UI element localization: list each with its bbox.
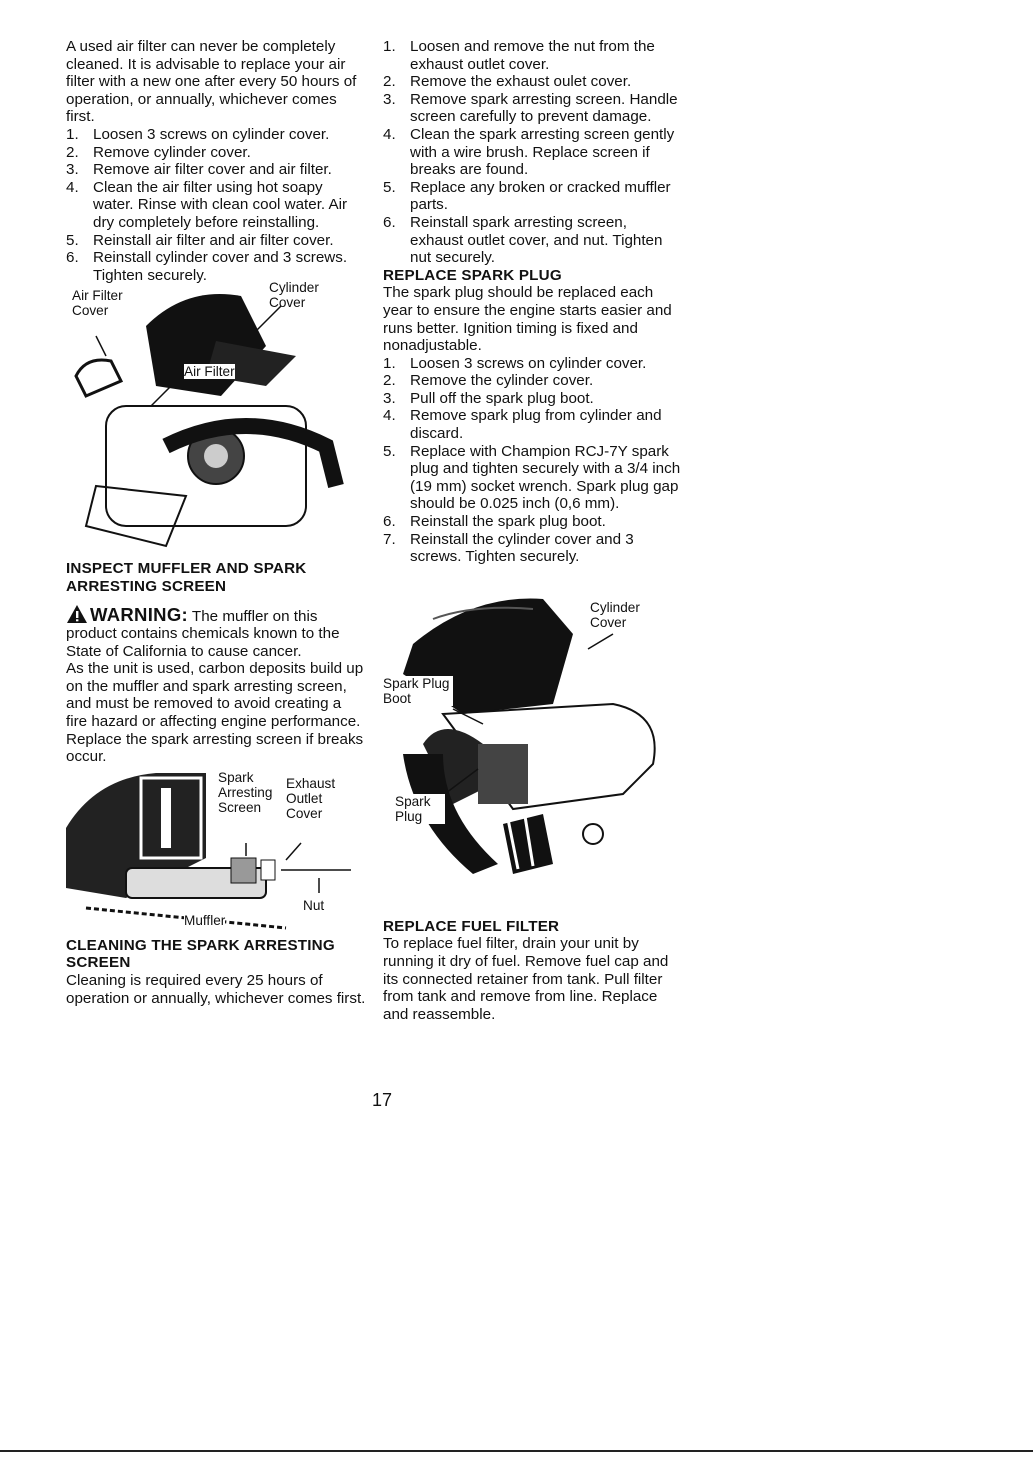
chainsaw-air-filter-illustration: [66, 286, 346, 556]
list-item: 3. Remove spark arresting screen. Handle screen carefully to prevent damage.: [383, 90, 678, 126]
warning-paragraph: [66, 604, 366, 661]
list-item: 4. Remove spark plug from cylinder and discard.: [383, 407, 662, 443]
spark-plug-figure: [383, 594, 663, 914]
fuel-filter-text: To replace fuel filter, drain your unit by running it dry of fuel. Remove fuel cap and its connected retainer from tank. Pull filter from tank and remove from line. Replace and reassemble.: [383, 935, 669, 1023]
replace-screen-paragraph: Replace the spark arresting screen if breaks occur.: [66, 730, 364, 766]
list-item: 4. Clean the air filter using hot soapy water. Rinse with clean cool water. Air dry completely before reinstalling.: [66, 178, 348, 231]
list-item: 4. Clean the spark arresting screen gently with a wire brush. Replace screen if breaks are found.: [383, 125, 675, 179]
warning-triangle-icon: [66, 604, 88, 624]
screen-steps: [383, 38, 683, 267]
list-item: 1. Loosen 3 screws on cylinder cover.: [383, 354, 647, 372]
warning-text: The muffler on this product contains chemicals known to the State of California to cause cancer.: [66, 607, 340, 660]
muffler-paragraph: As the unit is used, carbon deposits build up on the muffler and spark arresting screen, and must be removed to avoid creating a fire hazard or affecting engine performance.: [66, 660, 364, 731]
list-item: 5. Reinstall air filter and air filter cover.: [66, 231, 334, 249]
list-item: 1. Loosen and remove the nut from the exhaust outlet cover.: [383, 38, 655, 73]
list-item: 3. Remove air filter cover and air filter.: [66, 161, 332, 179]
list-item: 2. Remove cylinder cover.: [66, 143, 251, 161]
left-column: [66, 38, 366, 1007]
cylinder-cover-label: Cylinder Cover: [590, 599, 640, 630]
nut-label: Nut: [303, 897, 325, 913]
air-filter-steps: [66, 126, 366, 284]
list-item: 7. Reinstall the cylinder cover and 3 screws. Tighten securely.: [383, 530, 634, 566]
muffler-label: Muffler: [184, 912, 226, 928]
page-number: 17: [372, 1090, 393, 1110]
list-item: 1. Loosen 3 screws on cylinder cover.: [66, 125, 330, 143]
list-item: 2. Remove the exhaust oulet cover.: [383, 73, 632, 91]
air-filter-figure: [66, 280, 346, 556]
air-filter-cover-label: Air Filter Cover: [72, 288, 123, 319]
cylinder-cover-label: Cylinder Cover: [269, 280, 319, 311]
warning-label: WARNING:: [90, 603, 188, 625]
list-item: 5. Replace any broken or cracked muffler parts.: [383, 178, 671, 214]
spark-plug-boot-label: Spark Plug Boot: [383, 676, 453, 706]
muffler-heading: INSPECT MUFFLER AND SPARK ARRESTING SCREEN: [66, 560, 307, 595]
list-item: 3. Pull off the spark plug boot.: [383, 389, 594, 407]
spark-plug-steps: [383, 355, 683, 566]
spark-plug-intro: The spark plug should be replaced each year to ensure the engine starts easier and runs better. Ignition timing is fixed and nonadjustable.: [383, 284, 672, 355]
spark-arresting-screen-label: Spark Arresting Screen: [218, 770, 288, 815]
muffler-figure: [66, 768, 351, 933]
list-item: 2. Remove the cylinder cover.: [383, 372, 594, 390]
bottom-divider: [0, 1450, 1033, 1452]
spark-plug-heading: REPLACE SPARK PLUG: [383, 266, 562, 284]
list-item: 6. Reinstall cylinder cover and 3 screws. Tighten securely.: [66, 249, 348, 284]
exhaust-outlet-cover-label: Exhaust Outlet Cover: [286, 775, 336, 821]
air-filter-label: Air Filter: [184, 364, 235, 380]
list-item: 6. Reinstall spark arresting screen, exhaust outlet cover, and nut. Tighten nut securely.: [383, 213, 663, 267]
fuel-filter-heading: REPLACE FUEL FILTER: [383, 917, 560, 935]
cleaning-heading: CLEANING THE SPARK ARRESTING SCREEN: [66, 936, 335, 972]
list-item: 5. Replace with Champion RCJ-7Y spark plug and tighten securely with a 3/4 inch (19 mm) socket wrench. Spark plug gap should be 0.025 inch (0,6 mm).: [383, 442, 681, 513]
cleaning-text: Cleaning is required every 25 hours of operation or annually, whichever comes first.: [66, 972, 366, 1007]
right-column: [383, 38, 683, 1023]
spark-plug-label: Spark Plug: [395, 794, 445, 824]
spark-plug-illustration: [383, 594, 663, 914]
list-item: 6. Reinstall the spark plug boot.: [383, 513, 606, 531]
air-filter-intro: A used air filter can never be completely cleaned. It is advisable to replace your air filter with a new one after every 50 hours of operation, or annually, whichever comes first.: [66, 38, 357, 126]
